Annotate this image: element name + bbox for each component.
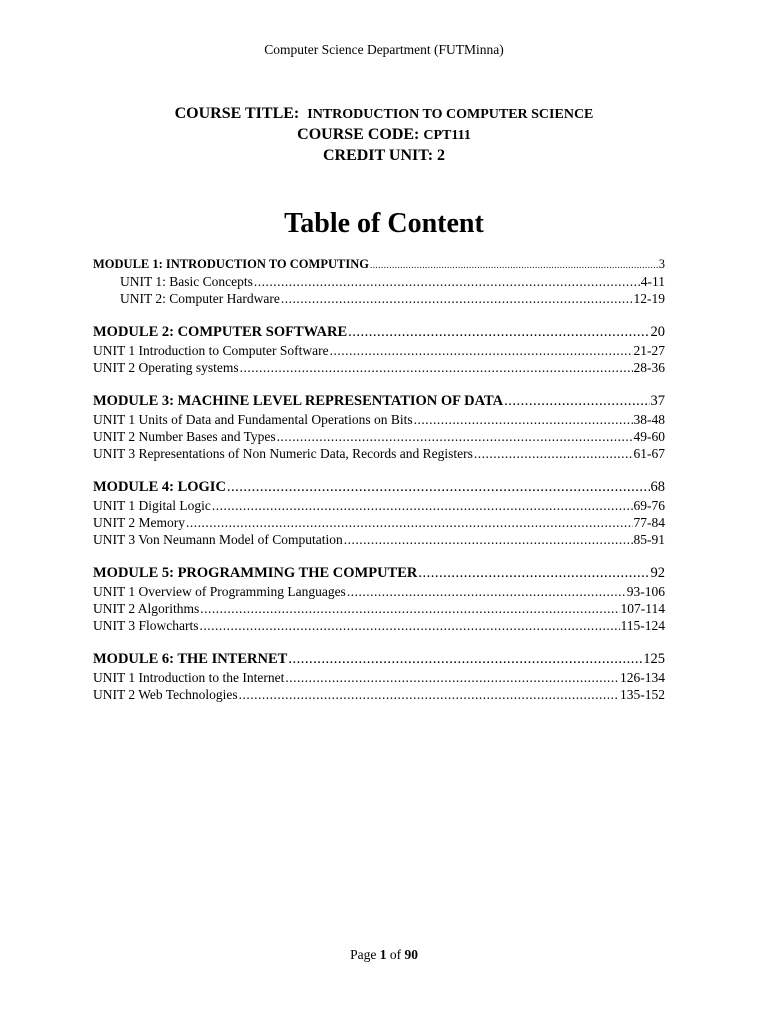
toc-module-label: MODULE 4: LOGIC — [93, 479, 226, 495]
toc-unit-page: 21-27 — [633, 343, 665, 358]
toc-module-page: 20 — [650, 324, 665, 340]
toc-leader-dots — [418, 564, 649, 583]
toc-module-label: MODULE 3: MACHINE LEVEL REPRESENTATION OF DATA — [93, 393, 504, 409]
toc-leader-dots — [239, 686, 619, 703]
toc-leader-dots — [200, 600, 619, 617]
toc-heading: Table of Content — [284, 208, 484, 239]
toc-unit-page: 85-91 — [633, 532, 665, 547]
of-word: of — [389, 947, 402, 962]
credit-unit-label: CREDIT UNIT: — [322, 147, 434, 164]
course-code-line — [0, 125, 768, 146]
course-title-value: INTRODUCTION TO COMPUTER SCIENCE — [307, 107, 594, 122]
toc-leader-dots — [277, 428, 633, 445]
toc-unit-row — [93, 273, 665, 290]
toc-module-page: 68 — [650, 479, 665, 495]
toc-unit-page: 107-114 — [620, 601, 665, 616]
toc-leader-dots — [212, 497, 633, 514]
toc-leader-dots — [240, 359, 633, 376]
toc-leader-dots — [370, 257, 658, 274]
page-header: Computer Science Department (FUTMinna) — [264, 42, 504, 57]
toc-leader-dots — [414, 411, 633, 428]
toc-module-label: MODULE 1: INTRODUCTION TO COMPUTING — [93, 257, 369, 271]
toc-unit-label: UNIT 3 Flowcharts — [93, 618, 199, 633]
credit-unit-line — [0, 146, 768, 166]
toc-unit-row — [93, 290, 665, 307]
page-current: 1 — [379, 947, 387, 962]
toc-module-row — [93, 564, 665, 583]
toc-unit-label: UNIT 1 Digital Logic — [93, 498, 211, 513]
toc-leader-dots — [474, 445, 633, 462]
toc-unit-page: 49-60 — [633, 429, 665, 444]
toc-unit-row — [93, 514, 665, 531]
toc-unit-row — [93, 600, 665, 617]
toc-leader-dots — [254, 273, 640, 290]
toc-leader-dots — [288, 650, 642, 669]
toc-module-page: 3 — [658, 257, 665, 271]
course-title-label: COURSE TITLE: — [174, 105, 300, 122]
toc-unit-label: UNIT 1: Basic Concepts — [120, 274, 253, 289]
toc-module-label: MODULE 5: PROGRAMMING THE COMPUTER — [93, 565, 418, 581]
toc-unit-row — [93, 342, 665, 359]
toc-unit-label: UNIT 2 Web Technologies — [93, 687, 238, 702]
toc-unit-row — [93, 445, 665, 462]
course-code-value: CPT111 — [423, 128, 471, 143]
toc-leader-dots — [504, 392, 649, 411]
toc-unit-page: 135-152 — [620, 687, 665, 702]
toc-module-row — [93, 392, 665, 411]
page-total: 90 — [404, 947, 418, 962]
toc-module-row — [93, 256, 665, 273]
page-word: Page — [350, 947, 377, 962]
toc-unit-label: UNIT 1 Overview of Programming Languages — [93, 584, 346, 599]
toc-unit-row — [93, 686, 665, 703]
toc-leader-dots — [281, 290, 633, 307]
toc-unit-page: 93-106 — [626, 584, 665, 599]
toc-module-page: 37 — [650, 393, 665, 409]
toc-unit-page: 28-36 — [633, 360, 665, 375]
toc-unit-label: UNIT 3 Von Neumann Model of Computation — [93, 532, 343, 547]
toc-module-label: MODULE 2: COMPUTER SOFTWARE — [93, 324, 348, 340]
toc-unit-row — [93, 531, 665, 548]
toc-unit-label: UNIT 3 Representations of Non Numeric Data, Records and Registers — [93, 446, 473, 461]
toc-module-row — [93, 323, 665, 342]
toc-leader-dots — [348, 323, 649, 342]
toc-unit-label: UNIT 2 Memory — [93, 515, 185, 530]
page-footer — [0, 947, 768, 963]
toc-unit-row — [93, 583, 665, 600]
toc-unit-row — [93, 617, 665, 634]
toc-module-label: MODULE 6: THE INTERNET — [93, 651, 288, 667]
toc-unit-label: UNIT 2 Operating systems — [93, 360, 239, 375]
course-title-line — [0, 104, 768, 125]
toc-unit-page: 12-19 — [633, 291, 665, 306]
toc-leader-dots — [330, 342, 633, 359]
toc-unit-row — [93, 497, 665, 514]
credit-unit-value: 2 — [437, 147, 446, 164]
toc-leader-dots — [200, 617, 620, 634]
toc-unit-label: UNIT 2 Algorithms — [93, 601, 200, 616]
toc-unit-page: 4-11 — [640, 274, 665, 289]
toc-unit-page: 69-76 — [633, 498, 665, 513]
toc-unit-label: UNIT 1 Introduction to Computer Software — [93, 343, 329, 358]
toc-leader-dots — [285, 669, 619, 686]
toc-unit-row — [93, 359, 665, 376]
toc-unit-row — [93, 428, 665, 445]
toc-unit-row — [93, 411, 665, 428]
toc-unit-row — [93, 669, 665, 686]
toc-leader-dots — [186, 514, 633, 531]
toc-module-page: 125 — [643, 651, 665, 667]
course-code-label: COURSE CODE: — [297, 126, 420, 143]
toc-unit-page: 126-134 — [620, 670, 665, 685]
toc-unit-page: 38-48 — [633, 412, 665, 427]
toc-unit-label: UNIT 2 Number Bases and Types — [93, 429, 276, 444]
toc-module-row — [93, 650, 665, 669]
toc-unit-page: 77-84 — [633, 515, 665, 530]
toc-module-row — [93, 478, 665, 497]
toc-unit-label: UNIT 1 Units of Data and Fundamental Operations on Bits — [93, 412, 413, 427]
table-of-contents — [93, 256, 665, 703]
toc-module-page: 92 — [650, 565, 665, 581]
course-info — [0, 104, 768, 166]
toc-unit-label: UNIT 2: Computer Hardware — [120, 291, 280, 306]
toc-leader-dots — [347, 583, 626, 600]
toc-leader-dots — [227, 478, 650, 497]
toc-unit-label: UNIT 1 Introduction to the Internet — [93, 670, 285, 685]
toc-leader-dots — [344, 531, 633, 548]
toc-unit-page: 61-67 — [633, 446, 665, 461]
toc-unit-page: 115-124 — [620, 618, 665, 633]
